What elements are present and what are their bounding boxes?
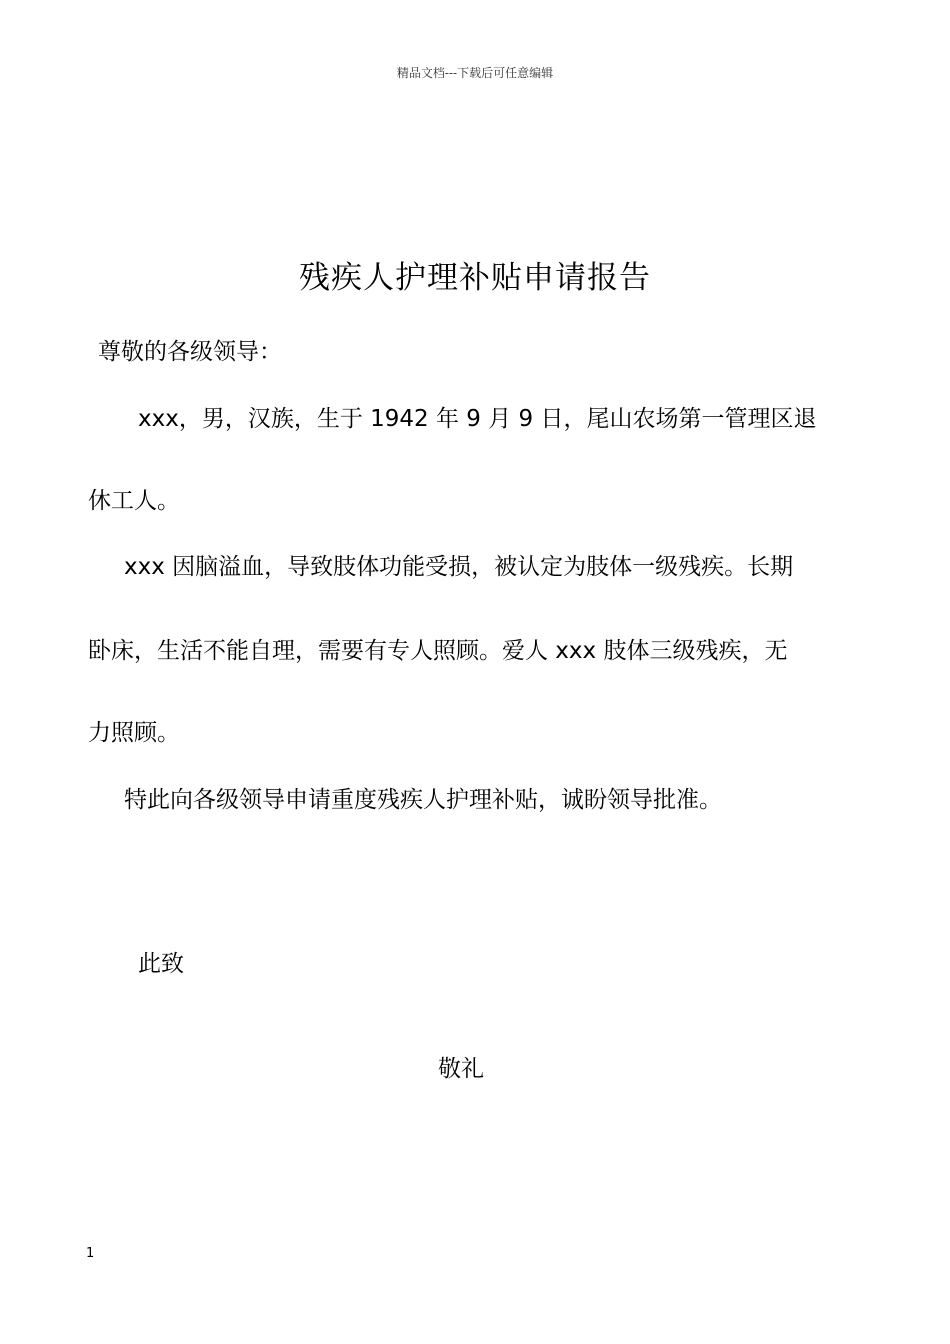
regards: 敬礼 — [438, 1056, 484, 1082]
salutation: 尊敬的各级领导： — [98, 339, 282, 365]
paragraph-3: 特此向各级领导申请重度残疾人护理补贴，诚盼领导批准。 — [124, 787, 722, 813]
document-title: 残疾人护理补贴申请报告 — [299, 260, 651, 296]
paragraph-2-line-3: 力照顾。 — [88, 720, 180, 746]
paragraph-2-line-2: 卧床，生活不能自理，需要有专人照顾。爱人 xxx 肢体三级残疾，无 — [88, 638, 788, 664]
paragraph-2-line-1: xxx 因脑溢血，导致肢体功能受损，被认定为肢体一级残疾。长期 — [124, 554, 794, 580]
paragraph-1-line-1: xxx，男，汉族，生于 1942 年 9 月 9 日，尾山农场第一管理区退 — [138, 406, 817, 432]
page-number: 1 — [86, 1246, 95, 1261]
closing: 此致 — [138, 951, 184, 977]
paragraph-1-line-2: 休工人。 — [88, 488, 180, 514]
header-note: 精品文档---下载后可任意编辑 — [396, 66, 554, 80]
